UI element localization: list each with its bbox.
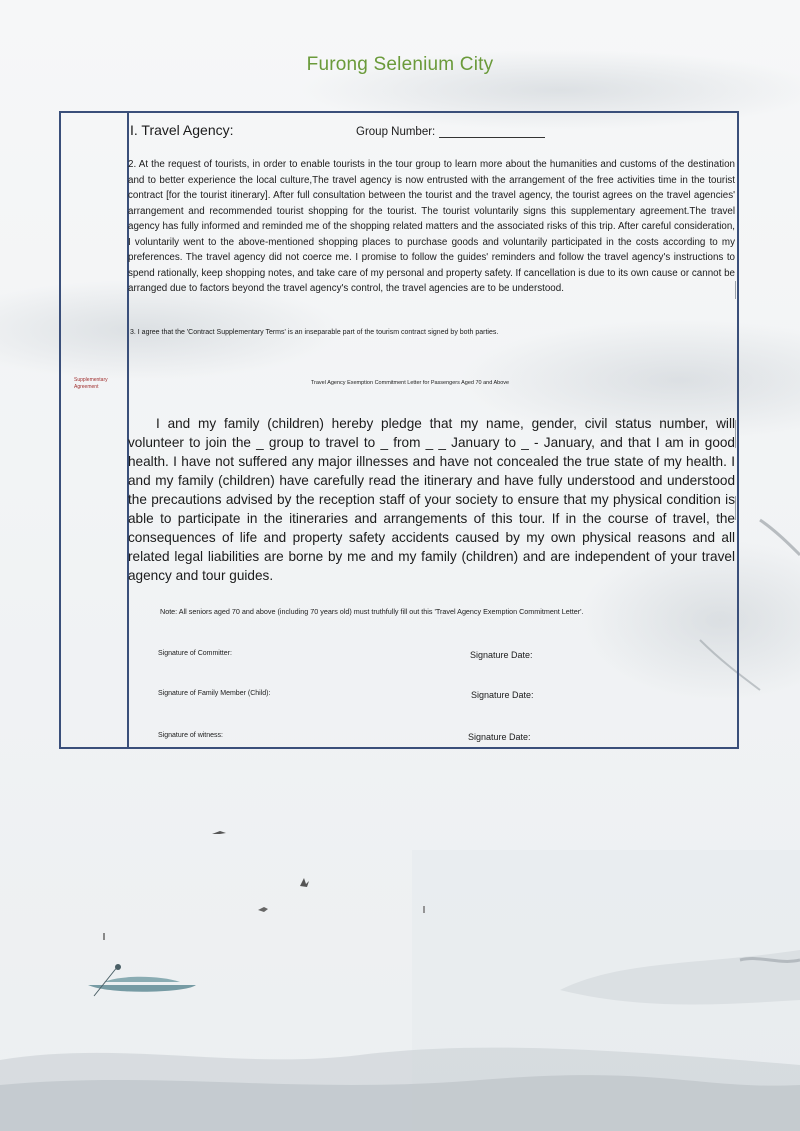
exemption-heading: Travel Agency Exemption Commitment Letter for Passengers Aged 70 and Above: [310, 380, 510, 386]
section-2-text: 2. At the request of tourists, in order to enable tourists in the tour group to learn more about the humanities and customs of the destination and to better experience the local culture,The travel agency is now entrusted with the arrangement of the free activities time in the tourist contract [for the tourist itinerary]. After full consultation between the tourist and the travel agency, the tourist agrees on the travel agencies' arrangement and recommended tourist shopping for the tourist. The tourist voluntarily signs this supplementary agreement.The travel agency has fully informed and reminded me of the shopping related matters and the associated risks of this trip. After careful consideration, I voluntarily went to the above-mentioned shopping places to purchase goods and voluntarily participated in the costs according to my preferences. The travel agency did not coerce me. I promise to follow the guides' reminders and follow the travel agency's instructions to spend rationally, keep shopping notes, and take care of my personal and property safety. If cancellation is due to its own cause or cannot be arranged due to factors beyond the travel agency's control, the travel agencies are to be understood.: [128, 159, 735, 294]
travel-agency-label: I. Travel Agency:: [130, 122, 234, 138]
group-number-blank[interactable]: [439, 127, 545, 138]
pledge-text: I and my family (children) hereby pledge that my name, gender, civil status number, will volunteer to join the _ group to travel to _ from _ _ January to _ - January, and that I am in good health. I have not suffered any major illnesses and have not concealed the true state of my health. I and my family (children) have carefully read the itinerary and have fully understood and understood the precautions advised by the reception staff of your society to ensure that my physical condition is able to participate in the itineraries and arrangements of this tour. If in the course of travel, the consequences of life and property safety accidents caused by my own physical reasons and all related legal liabilities are borne by me and my family (children) and are independent of your travel agency and tour guides.: [128, 416, 735, 583]
section-3-text: 3. I agree that the 'Contract Supplementary Terms' is an inseparable part of the tourism contract signed by both parties.: [130, 329, 499, 336]
text-cursor-mark: [735, 496, 736, 520]
signature-date-label-1: Signature Date:: [470, 650, 533, 660]
group-number-field[interactable]: [356, 126, 545, 138]
signature-witness-label: Signature of witness:: [158, 732, 223, 739]
exemption-pledge: [128, 414, 735, 585]
side-label-supplementary-agreement: Supplementary Agreement: [74, 377, 108, 390]
exemption-note: Note: All seniors aged 70 and above (including 70 years old) must truthfully fill out this 'Travel Agency Exemption Commitment Letter'.: [160, 607, 584, 616]
page-title: Furong Selenium City: [306, 54, 494, 75]
text-cursor-mark: [735, 420, 736, 448]
signature-date-label-2: Signature Date:: [471, 690, 534, 700]
signature-family-label: Signature of Family Member (Child):: [158, 690, 271, 697]
text-cursor-mark: [735, 281, 736, 299]
signature-date-label-3: Signature Date:: [468, 732, 531, 742]
group-number-label: Group Number:: [356, 126, 436, 138]
signature-committer-label: Signature of Committer:: [158, 650, 232, 657]
